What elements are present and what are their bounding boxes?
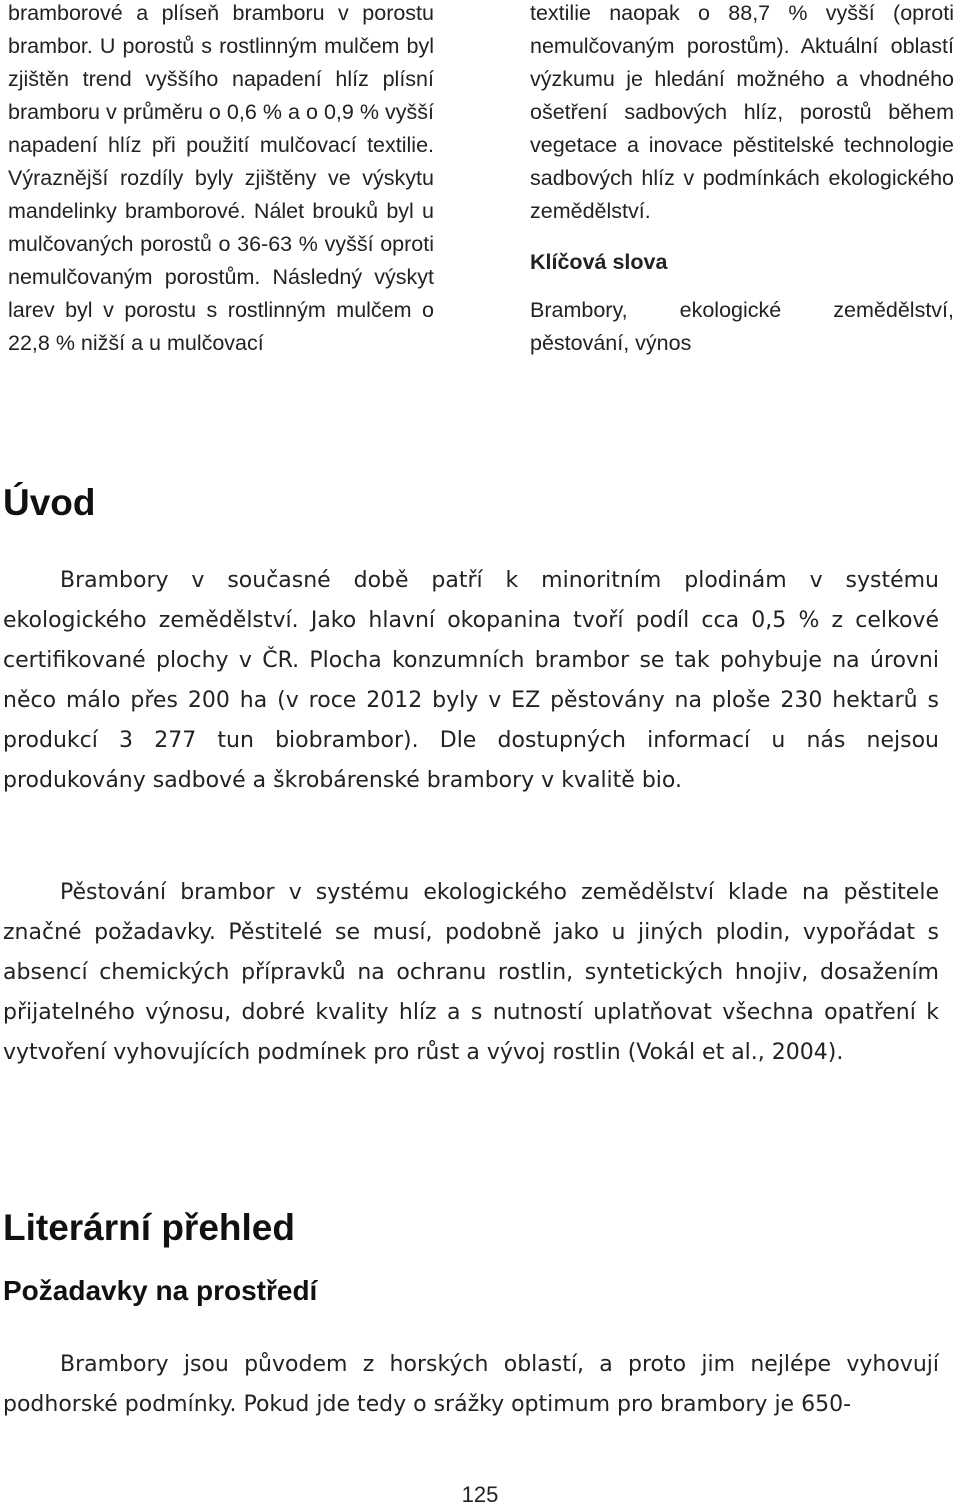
paragraph-text: Brambory v současné době patří k minoritním plodinám v systému ekologického zemědělství. Jako hlavní okopanina tvoří podíl cca 0,5 % z celkové certifikované plochy v ČR. Plocha konzumních brambor se tak pohybuje na úrovni něco málo přes 200 ha (v roce 2012 byly v EZ pěstovány na ploše 230 hektarů s produkcí 3 277 tun biobrambor). Dle dostupných informací u nás nejsou produkovány sadbové a škrobárenské brambory v kvalitě bio.: [3, 568, 939, 793]
keywords-heading: Klíčová slova: [530, 250, 668, 274]
introduction-paragraph-2: [3, 873, 939, 1073]
abstract-left-text: bramborové a plíseň bramboru v porostu brambor. U porostů s rostlinným mulčem byl zjištěn trend vyššího napadení hlíz plísní bramboru v průměru o 0,6 % a o 0,9 % vyšší napadení hlíz při použití mulčovací textilie. Výraznější rozdíly byly zjištěny ve výskytu mandelinky bramborové. Nálet brouků byl u mulčovaných porostů o 36-63 % vyšší oproti nemulčovaným porostům. Následný výskyt larev byl v porostu s rostlinným mulčem o 22,8 % nižší a u mulčovací: [8, 1, 434, 355]
keywords-text: Brambory, ekologické zemědělství, pěstování, výnos: [530, 298, 954, 355]
page-number: 125: [461, 1482, 499, 1507]
introduction-heading: Úvod: [3, 482, 96, 523]
abstract-right-text: textilie naopak o 88,7 % vyšší (oproti nemulčovaným porostům). Aktuální oblastí výzkumu je hledání možného a vhodného ošetření sadbových hlíz, porostů během vegetace a inovace pěstitelské technologie sadbových hlíz v podmínkách ekologického zemědělství.: [530, 1, 954, 223]
paragraph-text: Pěstování brambor v systému ekologického zemědělství klade na pěstitele značné požadavky. Pěstitelé se musí, podobně jako u jiných plodin, vypořádat s absencí chemických přípravků na ochranu rostlin, syntetických hnojiv, dosažením přijatelného výnosu, dobré kvality hlíz a s nutností uplatňovat všechna opatření k vytvoření vyhovujících podmínek pro růst a vývoj rostlin (Vokál et al., 2004).: [3, 880, 939, 1065]
literature-review-heading: Literární přehled: [3, 1207, 295, 1248]
paragraph-text: Brambory jsou původem z horských oblastí, a proto jim nejlépe vyhovují podhorské podmínky. Pokud jde tedy o srážky optimum pro brambory je 650-: [3, 1352, 939, 1417]
literature-review-paragraph: [3, 1345, 939, 1425]
abstract-right-column: [530, 0, 954, 360]
environment-requirements-subheading: Požadavky na prostředí: [3, 1275, 318, 1306]
abstract-left-column: [8, 0, 434, 360]
introduction-paragraph-1: [3, 561, 939, 801]
